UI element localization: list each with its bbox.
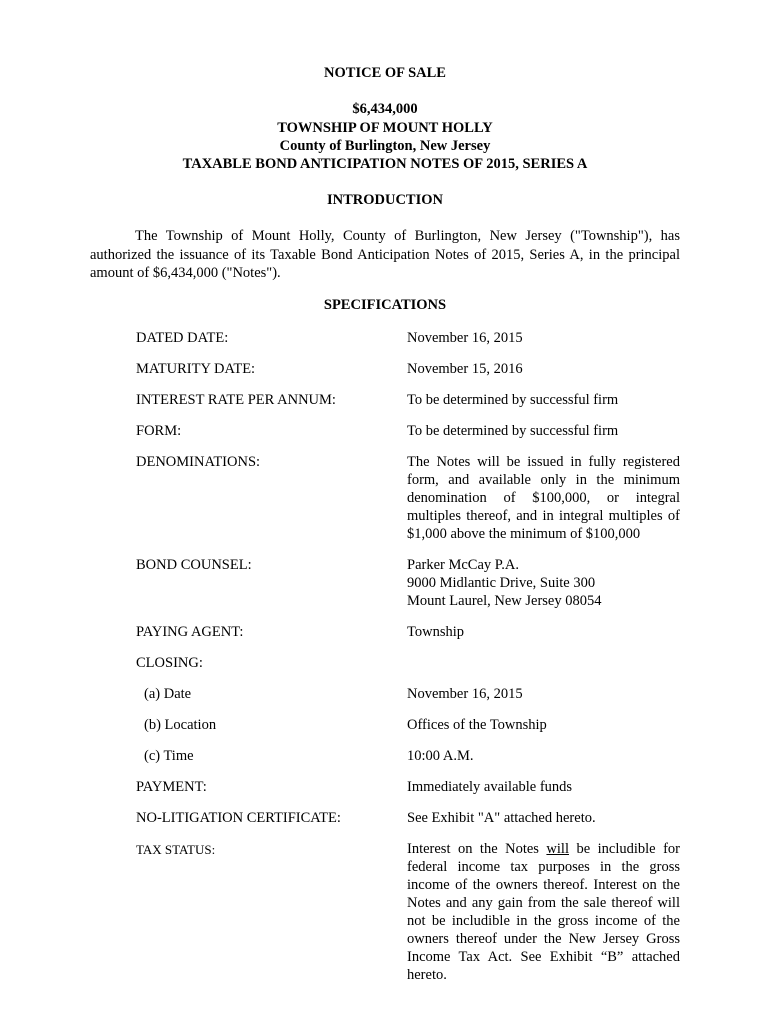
- closing-date-label: (a) Date: [144, 686, 192, 702]
- closing-location-value: Offices of the Township: [407, 717, 547, 733]
- tax-status-value: [407, 840, 680, 984]
- bond-counsel-street: 9000 Midlantic Drive, Suite 300: [407, 575, 596, 591]
- dated-date-value: November 16, 2015: [407, 330, 523, 346]
- paying-agent-value: Township: [407, 624, 464, 640]
- closing-time-value: 10:00 A.M.: [407, 748, 474, 764]
- form-value: To be determined by successful firm: [407, 423, 619, 439]
- maturity-date-label: MATURITY DATE:: [136, 361, 256, 377]
- closing-date-value: November 16, 2015: [407, 686, 523, 702]
- payment-value: Immediately available funds: [407, 779, 573, 795]
- series-title: TAXABLE BOND ANTICIPATION NOTES OF 2015, SERIES A: [182, 156, 588, 172]
- no-litigation-value: See Exhibit "A" attached hereto.: [407, 810, 596, 826]
- closing-time-label: (c) Time: [144, 748, 194, 764]
- tax-status-underlined-word: will: [546, 841, 569, 857]
- bond-counsel-label: BOND COUNSEL:: [136, 557, 252, 573]
- introduction-heading: INTRODUCTION: [326, 192, 443, 208]
- no-litigation-label: NO-LITIGATION CERTIFICATE:: [136, 810, 341, 826]
- principal-amount: $6,434,000: [352, 101, 418, 117]
- document-title: NOTICE OF SALE: [324, 65, 446, 81]
- specifications-heading: SPECIFICATIONS: [323, 297, 447, 313]
- paying-agent-label: PAYING AGENT:: [136, 624, 244, 640]
- bond-counsel-city: Mount Laurel, New Jersey 08054: [407, 593, 602, 609]
- tax-status-label: TAX STATUS:: [136, 842, 216, 857]
- tax-status-text-end: be includible for federal income tax purposes in the gross income of the owners thereof. Interest on the Notes and any gain from the sale thereof will not be includible in the gross income of the owners thereof under the New Jersey Gross Income Tax Act. See Exhibit “B” attached hereto.: [407, 841, 680, 983]
- issuer-name: TOWNSHIP OF MOUNT HOLLY: [277, 120, 493, 136]
- introduction-paragraph: The Township of Mount Holly, County of Burlington, New Jersey ("Township"), has authorized the issuance of its Taxable Bond Anticipation Notes of 2015, Series A, in the principal amount of $6,434,000 ("Notes").: [90, 228, 680, 281]
- tax-status-text-start: Interest on the Notes: [407, 841, 547, 857]
- maturity-date-value: November 15, 2016: [407, 361, 523, 377]
- closing-label: CLOSING:: [136, 655, 203, 671]
- denominations-value: The Notes will be issued in fully registered form, and available only in the minimum denomination of $100,000, or integral multiples thereof, and in integral multiples of $1,000 above the minimum of $100,000: [407, 454, 680, 542]
- denominations-label: DENOMINATIONS:: [136, 454, 261, 470]
- bond-counsel-firm: Parker McCay P.A.: [407, 557, 519, 573]
- interest-rate-value: To be determined by successful firm: [407, 392, 619, 408]
- issuer-county: County of Burlington, New Jersey: [279, 138, 491, 154]
- closing-location-label: (b) Location: [144, 717, 217, 733]
- interest-rate-label: INTEREST RATE PER ANNUM:: [136, 392, 336, 408]
- dated-date-label: DATED DATE:: [136, 330, 229, 346]
- form-label: FORM:: [136, 423, 182, 439]
- bond-counsel-value: [407, 556, 680, 610]
- payment-label: PAYMENT:: [136, 779, 207, 795]
